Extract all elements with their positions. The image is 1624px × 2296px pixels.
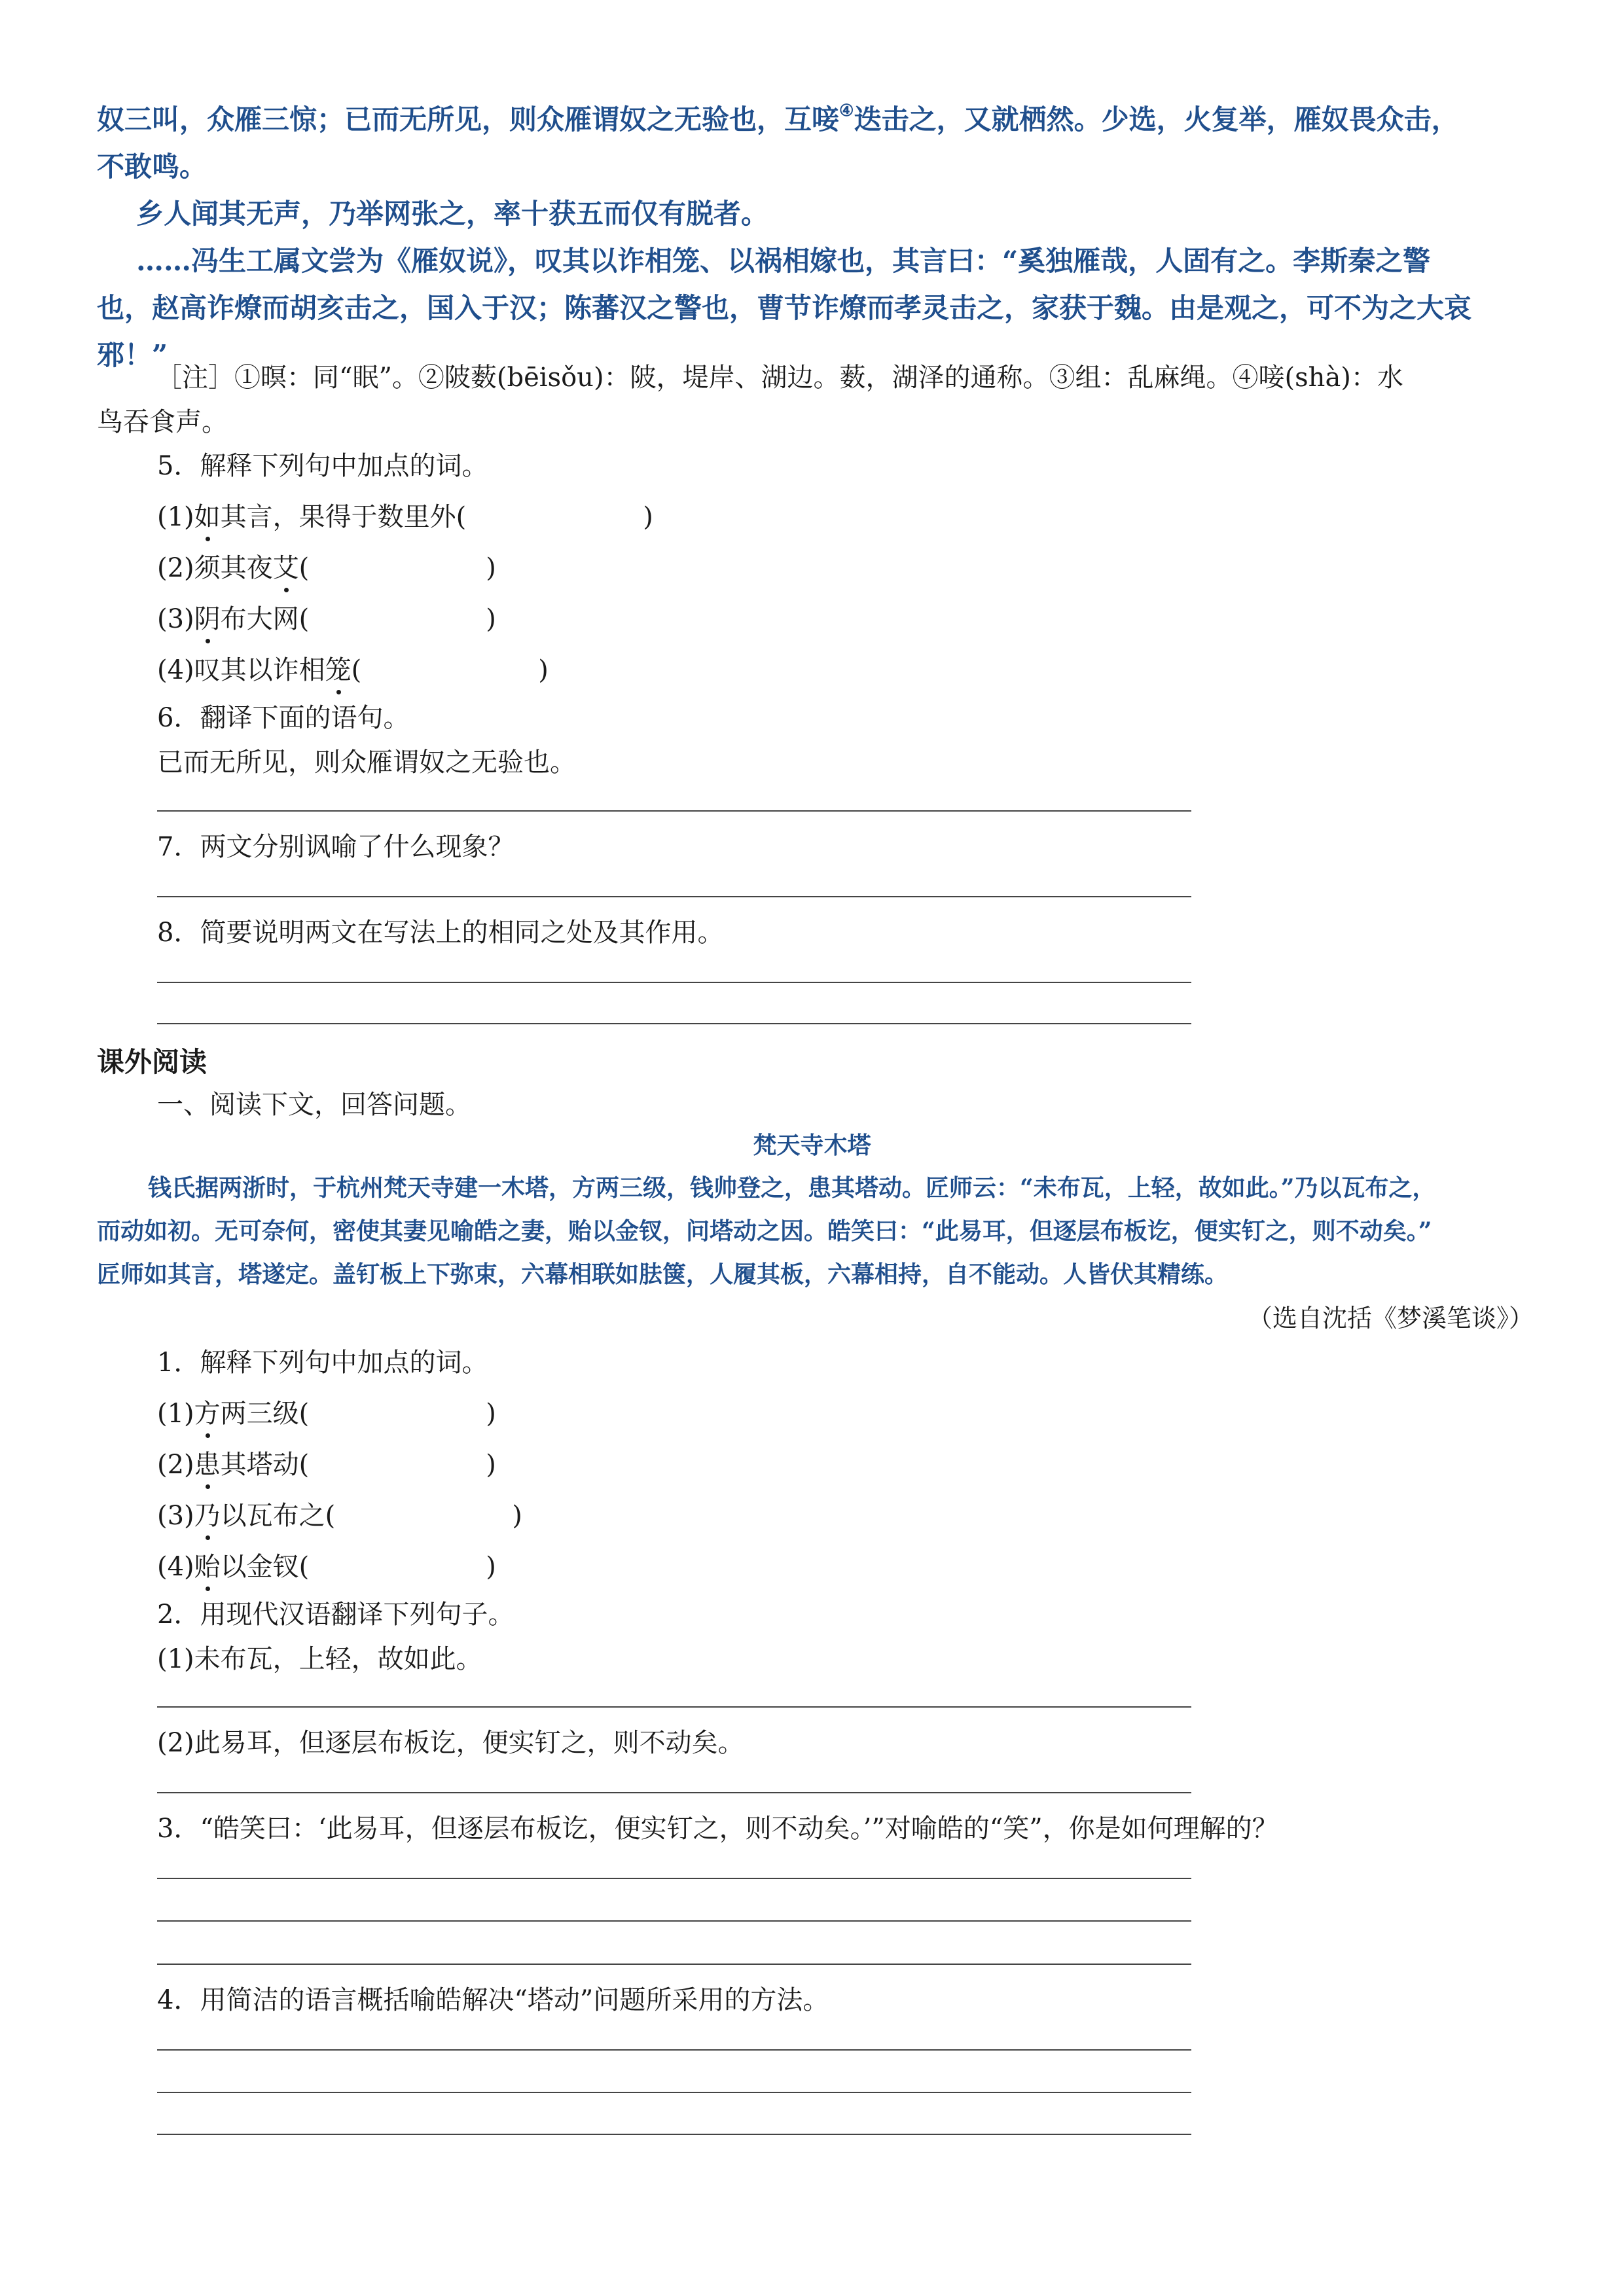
answer-line[interactable] [157,1920,1191,1922]
question-stem: 1．解释下列句中加点的词。 [157,1348,488,1378]
definition-item: (2)须其夜艾( ) [157,547,496,584]
answer-line[interactable] [157,810,1191,812]
definition-item: (2)患其塔动( ) [157,1444,496,1481]
answer-line[interactable] [157,982,1191,983]
section-intro: 一、阅读下文，回答问题。 [157,1090,471,1120]
translation-sentence: (1)未布瓦，上轻，故如此。 [157,1644,482,1674]
answer-line[interactable] [157,2049,1191,2051]
answer-line[interactable] [157,1706,1191,1708]
question-stem: 7．两文分别讽喻了什么现象？ [157,832,514,862]
dotted-word: 贻 [194,1546,221,1583]
passage-2-line: 钱氏据两浙时，于杭州梵天寺建一木塔，方两三级，钱帅登之，患其塔动。匠师云：“未布瓦，上轻，故如此。”乃以瓦布之， [148,1174,1436,1202]
answer-line[interactable] [157,1878,1191,1879]
definition-item: (1)方两三级( ) [157,1393,496,1430]
annotation-line: ［注］①暝：同“眠”。②陂薮(bēisǒu)：陂，堤岸、湖边。薮，湖泽的通称。③组：乱麻绳。④唼(shà)：水 [156,363,1403,393]
passage-2-title: 梵天寺木塔 [753,1132,871,1159]
annotation-line: 鸟吞食声。 [97,407,228,437]
dotted-word: 笼 [325,649,352,687]
dotted-word: 如 [194,496,221,533]
dotted-word: 方 [194,1393,221,1430]
question-b3: 3．“皓笑曰：‘此易耳，但逐层布板讫，便实钉之，则不动矣。’”对喻皓的“笑”，你是如何理解的？ [157,1814,1278,1844]
definition-item: (4)贻以金钗( ) [157,1546,496,1583]
translation-sentence: (2)此易耳，但逐层布板讫，便实钉之，则不动矣。 [157,1728,744,1758]
definition-item: (4)叹其以诈相笼( ) [157,649,549,687]
question-stem: 5．解释下列句中加点的词。 [157,451,488,481]
passage-1-line: ……冯生工属文尝为《雁奴说》，叹其以诈相笼、以祸相嫁也，其言曰：“奚独雁哉，人固有之。李斯秦之警 [136,245,1431,277]
source-citation: （选自沈括《梦溪笔谈》） [1247,1304,1534,1333]
passage-2-line: 而动如初。无可奈何，密使其妻见喻皓之妻，贻以金钗，问塔动之因。皓笑曰：“此易耳，但逐层布板讫，便实钉之，则不动矣。” [97,1217,1432,1245]
answer-line[interactable] [157,2134,1191,2135]
dotted-word: 乃 [194,1495,221,1532]
section-heading: 课外阅读 [97,1046,208,1078]
dotted-word: 患 [194,1444,221,1481]
definition-item: (1)如其言，果得于数里外( ) [157,496,653,533]
passage-1-line: 也，赵高诈燎而胡亥击之，国入于汉；陈蕃汉之警也，曹节诈燎而孝灵击之，家获于魏。由是观之，可不为之大哀 [97,292,1472,324]
dotted-word: 阴 [194,598,221,636]
question-b4: 4．用简洁的语言概括喻皓解决“塔动”问题所采用的方法。 [157,1985,829,2015]
answer-line[interactable] [157,1023,1191,1024]
definition-item: (3)阴布大网( ) [157,598,496,636]
definition-item: (3)乃以瓦布之( ) [157,1495,522,1532]
answer-line[interactable] [157,1792,1191,1793]
answer-line[interactable] [157,896,1191,897]
passage-1-line: 乡人闻其无声，乃举网张之，率十获五而仅有脱者。 [136,198,769,230]
question-stem: 8．简要说明两文在写法上的相同之处及其作用。 [157,918,724,948]
passage-1-line: 迭击之，又就栖然。少选，火复举，雁奴畏众击， [854,103,1459,135]
answer-line[interactable] [157,2092,1191,2093]
question-stem: 2．用现代汉语翻译下列句子。 [157,1600,514,1630]
answer-line[interactable] [157,1964,1191,1965]
footnote-marker: ④ [839,99,854,120]
question-stem: 6．翻译下面的语句。 [157,703,410,733]
dotted-word: 艾 [273,547,299,584]
passage-1-line: 不敢鸣。 [97,151,208,183]
passage-1-line: 奴三叫，众雁三惊；已而无所见，则众雁谓奴之无验也，互唼 [97,103,840,135]
translation-sentence: 已而无所见，则众雁谓奴之无验也。 [157,747,576,778]
passage-2-line: 匠师如其言，塔遂定。盖钉板上下弥束，六幕相联如胠箧，人履其板，六幕相持，自不能动。人皆伏其精练。 [97,1261,1229,1288]
passage-1-line: 邪！” [97,339,168,371]
